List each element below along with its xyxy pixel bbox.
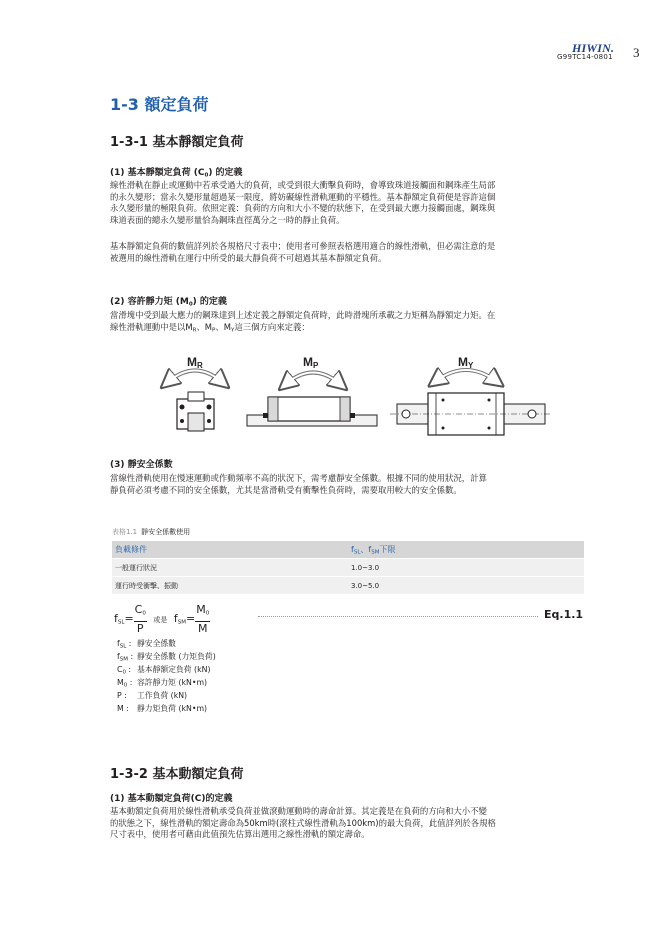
table-caption — [112, 527, 190, 537]
table-header-row — [112, 541, 584, 559]
subscript: P — [212, 327, 216, 334]
text-line: 永久變形量的極限負荷。依照定義：負荷的方向和大小不變的狀態下，在受到最大應力接觸面處，鋼珠與 — [110, 203, 496, 214]
text-line: 基本動額定負荷用於線性滑軌承受負荷並做滾動運動時的壽命計算。其定義是在負荷的方向和大小不變 — [110, 806, 487, 816]
moment-label-mp: MP — [303, 355, 319, 370]
static-load-heading-pre: (1) 基本靜額定負荷 (C — [110, 168, 205, 178]
formula-legend — [117, 639, 216, 718]
subscript: R — [192, 327, 197, 334]
static-moment-heading-sub: 0 — [188, 301, 193, 308]
table-cell-condition: 運行時受衝擊、振動 — [112, 577, 348, 595]
table-cell-range: 1.0~3.0 — [348, 559, 584, 577]
safety-factor-heading: (3) 靜安全係數 — [110, 460, 173, 470]
safety-factor-formula: $f_{SL}=$ $\frac{C_0}{P}$ 或是 $f_{SM}=$ $\frac{M_0}{M}$ — [114, 603, 210, 635]
formula-or-text: 或是 — [153, 615, 168, 624]
static-load-heading-sub: 0 — [204, 172, 209, 179]
text-line — [110, 322, 588, 337]
legend-row: $f_{SM}$ : 靜安全係數 (力矩負荷) — [117, 652, 216, 663]
text-line: 基本靜額定負荷的數值詳列於各規格尺寸表中；使用者可參照表格選用適合的線性滑軌，但必需注意的是 — [110, 241, 496, 251]
text-span: 這三個方向來定義： — [234, 321, 310, 332]
legend-row: $C_0$ : 基本靜額定負荷 (kN) — [117, 665, 211, 676]
static-moment-heading — [110, 294, 227, 308]
page-number: 3 — [633, 45, 640, 60]
text-line: 的狀態之下，線性滑軌的額定壽命為50km時(滾柱式線性滑軌為100km)的最大負荷，此值詳列於各規格 — [110, 817, 496, 828]
text-span: 、M — [196, 321, 213, 332]
safety-factor-table — [112, 541, 584, 594]
formula-fsm: $f_{SM}$ — [173, 611, 186, 626]
text-line: 珠道表面的總永久變形量恰為鋼珠直徑萬分之一時的靜止負荷。 — [110, 214, 345, 225]
formula-fraction-c0-p: $\frac{C_0}{P}$ — [134, 603, 146, 635]
table-header-range — [348, 541, 584, 559]
static-moment-paragraph — [110, 310, 588, 337]
subsection-title-static: 1-3-1 基本靜額定負荷 — [110, 135, 244, 150]
moment-label-my: MY — [458, 355, 474, 370]
table-caption-id: 表格1.1 — [112, 528, 138, 536]
legend-row: $f_{SL}$ : 靜安全係數 — [117, 639, 176, 650]
text-span: f — [351, 544, 354, 554]
legend-row: M : 靜力矩負荷 (kN•m) — [117, 704, 208, 714]
legend-row: P : 工作負荷 (kN) — [117, 691, 188, 701]
equation-label: Eq.1.1 — [544, 608, 584, 621]
table-header-condition: 負載條件 — [112, 541, 348, 559]
dynamic-load-heading: (1) 基本動額定負荷(C)的定義 — [110, 794, 233, 804]
table-row — [112, 559, 584, 577]
dynamic-load-paragraph — [110, 806, 588, 841]
static-load-heading — [110, 165, 243, 179]
static-moment-heading-pre: (2) 容許靜力矩 (M — [110, 297, 189, 307]
document-code: G99TC14-0801 — [557, 53, 613, 61]
legend-row: $M_0$ : 容許靜力矩 (kN•m) — [117, 678, 208, 689]
static-load-paragraph-2 — [110, 241, 588, 264]
static-load-heading-post: ) 的定義 — [208, 168, 243, 178]
formula-fraction-m0-m: $\frac{M_0}{M}$ — [196, 603, 210, 635]
text-span: 、M — [215, 321, 231, 332]
table-cell-condition: 一般運行狀況 — [112, 559, 348, 577]
static-moment-heading-post: ) 的定義 — [192, 297, 227, 307]
static-load-paragraph-1 — [110, 180, 588, 226]
text-line: 靜負荷必須考慮不同的安全係數，尤其是當滑軌受有衝擊性負荷時，需要取用較大的安全係數。 — [110, 484, 462, 495]
text-span: 下限 — [379, 544, 396, 554]
block-top-view-icon — [390, 393, 550, 435]
table-row — [112, 577, 584, 595]
section-title: 1-3 額定負荷 — [110, 95, 209, 114]
text-line: 尺寸表中，使用者可藉由此值預先估算出選用之線性滑軌的額定壽命。 — [110, 829, 370, 840]
formula-fsl: $f_{SL}$ — [114, 611, 125, 626]
subscript: SL — [353, 549, 361, 556]
brand-logo: HIWIN. — [572, 41, 615, 55]
moment-direction-diagram — [150, 347, 550, 447]
safety-factor-paragraph — [110, 473, 588, 496]
text-line: 當滑塊中受到最大應力的鋼珠達到上述定義之靜額定負荷時，此時滑塊所承載之力矩稱為靜額定力矩。在 — [110, 310, 496, 320]
table-cell-range: 3.0~5.0 — [348, 577, 584, 595]
text-line: 的永久變形；當永久變形量超過某一限度，將妨礙線性滑軌運動的平穩性。基本靜額定負荷便是容許這個 — [110, 191, 496, 202]
text-line: 線性滑軌在靜止或運動中若承受過大的負荷，或受到很大衝擊負荷時，會導致珠道接觸面和鋼珠產生局部 — [110, 180, 496, 190]
table-caption-title: 靜安全係數使用 — [141, 528, 191, 536]
moment-label-mr: MR — [187, 355, 203, 370]
subsection-title-dynamic: 1-3-2 基本動額定負荷 — [110, 767, 244, 782]
text-span: 線性滑軌運動中是以M — [110, 321, 193, 332]
formula-leader-dots — [258, 616, 538, 617]
text-line: 被選用的線性滑軌在運行中所受的最大靜負荷不可超過其基本靜額定負荷。 — [110, 252, 387, 263]
block-end-view-icon — [177, 392, 214, 431]
text-line: 當線性滑軌使用在慢速運動或作動頻率不高的狀況下，需考慮靜安全係數。根據不同的使用狀況，計算 — [110, 473, 487, 483]
text-span: 、f — [360, 544, 372, 554]
subscript: SM — [371, 549, 380, 556]
subscript: Y — [230, 327, 235, 334]
block-side-view-icon — [247, 397, 377, 426]
